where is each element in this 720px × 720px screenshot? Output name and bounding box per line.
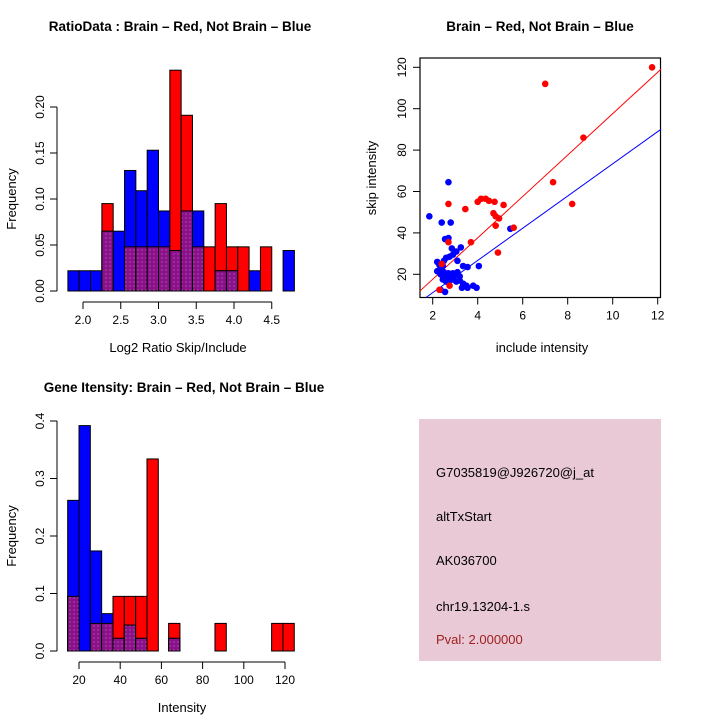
gene-histogram-xlabel: Intensity [157, 700, 207, 715]
red-data-point [468, 239, 475, 246]
x-tick-label: 3.0 [150, 312, 167, 327]
ratio-histogram-title: RatioData : Brain – Red, Not Brain – Blue [48, 19, 312, 34]
histogram-bar-overlap [68, 596, 79, 651]
red-data-point [580, 134, 587, 141]
red-regression-line [420, 69, 661, 291]
y-tick-label: 0.05 [33, 233, 47, 257]
x-tick-label: 8 [564, 308, 572, 323]
histogram-bar-red [272, 623, 283, 651]
red-data-point [496, 215, 503, 222]
y-tick-label: 100 [395, 98, 409, 119]
histogram-bar-overlap [169, 638, 180, 651]
blue-data-point [464, 284, 471, 291]
ratio-histogram-panel [0, 0, 360, 360]
red-data-point [462, 206, 469, 213]
red-data-point [550, 179, 557, 186]
x-tick-label: 6 [519, 308, 527, 323]
blue-data-point [438, 219, 445, 226]
blue-data-point [449, 245, 456, 252]
red-data-point [445, 201, 452, 208]
red-data-point [649, 64, 656, 71]
blue-data-point [454, 258, 461, 265]
probe-id-text: G7035819@J926720@j_at [436, 465, 594, 480]
histogram-bar-overlap [215, 271, 226, 291]
scatter-title: Brain – Red, Not Brain – Blue [446, 19, 634, 34]
red-data-point [500, 202, 507, 209]
histogram-bar-overlap [136, 247, 147, 291]
x-tick-label: 40 [113, 672, 127, 687]
x-tick-label: 4.5 [263, 312, 281, 327]
ratio-histogram-ylabel: Frequency [4, 168, 19, 230]
gene-histogram-title: Gene Itensity: Brain – Red, Not Brain – Blue [43, 380, 325, 395]
histogram-bar-red [283, 623, 294, 651]
scatter-ylabel: skip intensity [364, 140, 379, 216]
histogram-bar-blue [68, 271, 79, 291]
red-data-point [569, 201, 576, 208]
x-tick-label: 12 [651, 308, 665, 323]
event-type-text: altTxStart [436, 509, 492, 524]
histogram-bar-overlap [136, 638, 147, 651]
blue-data-point [473, 284, 480, 291]
histogram-bar-blue [113, 231, 124, 291]
x-tick-label: 20 [72, 672, 86, 687]
y-tick-label: 0.20 [33, 95, 47, 119]
histogram-bar-overlap [90, 623, 101, 651]
red-data-point [486, 198, 493, 205]
y-tick-label: 0.2 [33, 527, 47, 545]
histogram-bar-overlap [102, 231, 113, 291]
histogram-bar-blue [249, 271, 260, 291]
y-tick-label: 0.00 [33, 279, 47, 303]
blue-data-point [476, 263, 483, 270]
histogram-bar-overlap [159, 247, 170, 291]
histogram-bar-overlap [102, 623, 113, 651]
blue-data-point [445, 179, 452, 186]
histogram-bar-blue [79, 426, 90, 651]
y-tick-label: 0.15 [33, 141, 47, 165]
red-data-point [492, 222, 499, 229]
histogram-bar-overlap [124, 625, 135, 651]
red-data-point [542, 81, 549, 88]
blue-data-point [458, 244, 465, 251]
ratio-histogram-plot-area [33, 70, 294, 327]
x-tick-label: 3.5 [187, 312, 205, 327]
x-tick-label: 100 [233, 672, 254, 687]
red-data-point [491, 199, 498, 206]
histogram-bar-overlap [181, 211, 192, 291]
histogram-bar-red [215, 623, 226, 651]
histogram-bar-overlap [147, 247, 158, 291]
histogram-bar-red [260, 247, 271, 291]
gene-info-box [419, 419, 661, 661]
gene-histogram-plot-area [33, 412, 295, 686]
locus-text: chr19.13204-1.s [436, 599, 530, 614]
scatter-xlabel: include intensity [495, 340, 589, 355]
y-tick-label: 0.10 [33, 187, 47, 211]
x-tick-label: 80 [195, 672, 210, 687]
y-tick-label: 120 [395, 57, 409, 78]
y-tick-label: 20 [395, 267, 409, 281]
blue-data-point [426, 213, 433, 220]
x-tick-label: 60 [154, 672, 169, 687]
x-tick-label: 2.0 [74, 312, 92, 327]
red-data-point [436, 287, 443, 294]
gene-histogram-ylabel: Frequency [4, 505, 19, 567]
histogram-bar-overlap [113, 638, 124, 651]
histogram-bar-red [147, 459, 158, 651]
y-tick-label: 60 [395, 184, 409, 199]
red-data-point [438, 261, 445, 268]
y-tick-label: 0.0 [33, 642, 47, 660]
pval-text: Pval: 2.000000 [436, 632, 523, 647]
histogram-bar-blue [91, 271, 102, 291]
histogram-bar-overlap [226, 271, 237, 291]
x-tick-label: 4.0 [225, 312, 243, 327]
x-tick-label: 2.5 [112, 312, 130, 327]
intensity-scatter-panel [360, 0, 720, 360]
scatter-plot-area [395, 57, 665, 322]
histogram-bar-red [238, 247, 249, 291]
y-tick-label: 0.4 [33, 412, 47, 430]
x-tick-label: 4 [474, 308, 482, 323]
histogram-bar-blue [283, 251, 294, 291]
y-tick-label: 40 [395, 226, 409, 240]
blue-data-point [464, 264, 471, 271]
red-data-point [446, 282, 453, 289]
gene-intensity-histogram-panel [0, 360, 360, 720]
x-tick-label: 120 [274, 672, 296, 687]
red-data-point [495, 249, 502, 256]
red-data-point [445, 239, 452, 246]
histogram-bar-overlap [192, 247, 203, 291]
accession-text: AK036700 [436, 553, 497, 568]
histogram-bar-overlap [125, 247, 136, 291]
y-tick-label: 0.3 [33, 470, 47, 487]
y-tick-label: 80 [395, 143, 409, 157]
histogram-bar-blue [79, 271, 90, 291]
blue-data-point [447, 219, 454, 226]
blue-regression-line [426, 129, 661, 297]
blue-data-point [442, 289, 449, 296]
histogram-bar-overlap [170, 251, 181, 291]
x-tick-label: 10 [606, 308, 620, 323]
ratio-histogram-xlabel: Log2 Ratio Skip/Include [109, 340, 247, 355]
gene-info-panel [360, 360, 720, 720]
histogram-bar-red [204, 247, 215, 291]
y-tick-label: 0.1 [33, 585, 47, 602]
x-tick-label: 2 [429, 308, 437, 323]
blue-data-point [459, 284, 466, 291]
red-data-point [510, 224, 517, 231]
